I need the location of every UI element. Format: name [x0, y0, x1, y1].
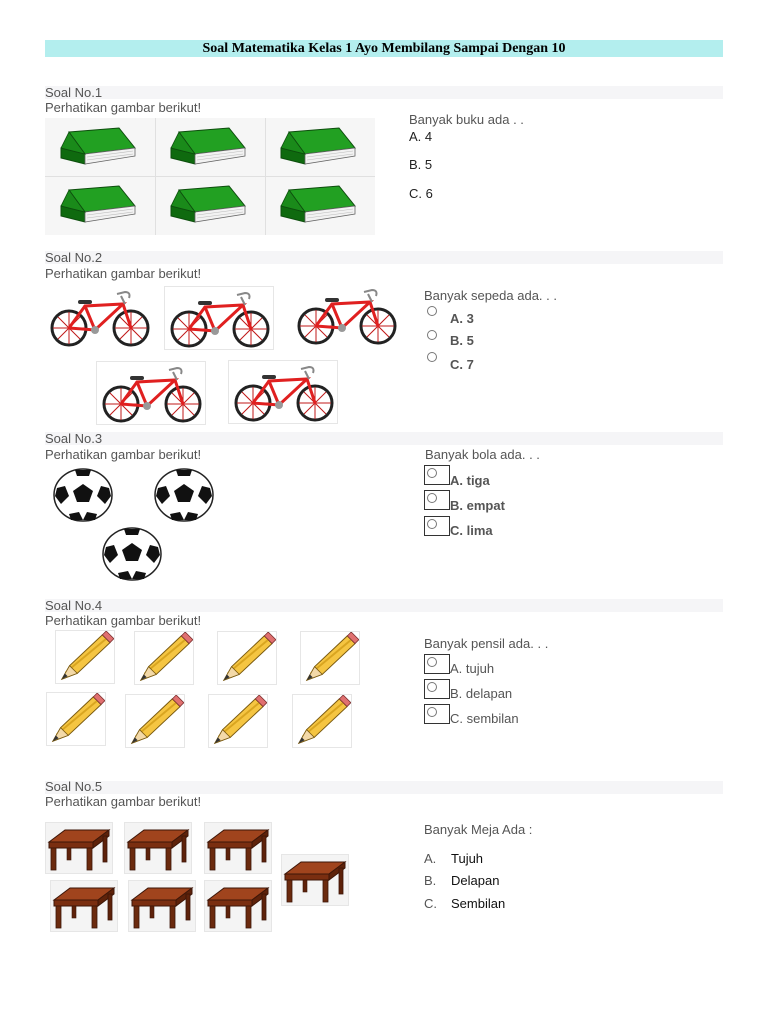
question-4-option-b[interactable]: B. delapan: [450, 686, 513, 701]
page-title: Soal Matematika Kelas 1 Ayo Membilang Sampai Dengan 10: [45, 40, 723, 57]
radio-icon[interactable]: [427, 657, 437, 667]
question-5-option-c-letter: C.: [424, 896, 437, 911]
question-4-option-c[interactable]: C. sembilan: [450, 711, 519, 726]
soccer-ball-icon: [102, 527, 162, 581]
pencil-icon: [218, 632, 276, 684]
table-icon: [130, 882, 194, 930]
radio-icon[interactable]: [427, 306, 437, 316]
question-2-option-a[interactable]: A. 3: [450, 311, 474, 326]
question-1-label: Soal No.1: [45, 85, 103, 100]
table-icon: [206, 824, 270, 872]
book-icon: [279, 124, 359, 168]
question-1-instruction: Perhatikan gambar berikut!: [45, 100, 202, 115]
question-header-bar: [45, 599, 723, 612]
table-icon: [206, 882, 270, 930]
radio-box[interactable]: [424, 679, 450, 699]
book-icon: [59, 182, 139, 226]
question-2-option-b[interactable]: B. 5: [450, 333, 474, 348]
book-icon: [169, 124, 249, 168]
question-4-text: Banyak pensil ada. . .: [424, 636, 549, 651]
bicycle-icon: [292, 284, 402, 346]
radio-icon[interactable]: [427, 330, 437, 340]
radio-icon[interactable]: [427, 468, 437, 478]
question-header-bar: [45, 432, 723, 445]
question-3-text: Banyak bola ada. . .: [425, 447, 540, 462]
question-5-label: Soal No.5: [45, 779, 103, 794]
bicycle-icon: [97, 362, 207, 424]
question-5-option-b-letter: B.: [424, 873, 437, 888]
question-3-option-c[interactable]: C. lima: [450, 523, 493, 538]
pencil-icon: [47, 693, 105, 745]
question-4-option-a[interactable]: A. tujuh: [450, 661, 495, 676]
pencil-icon: [293, 695, 351, 747]
radio-icon[interactable]: [427, 352, 437, 362]
question-2-label: Soal No.2: [45, 250, 103, 265]
table-icon: [52, 882, 116, 930]
question-1-option-b[interactable]: B. 5: [409, 157, 433, 172]
question-1-text: Banyak buku ada . .: [409, 112, 524, 127]
question-5-option-c[interactable]: Sembilan: [451, 896, 506, 911]
pencil-icon: [209, 695, 267, 747]
question-5-option-a[interactable]: Tujuh: [451, 851, 484, 866]
radio-box[interactable]: [424, 704, 450, 724]
question-header-bar: [45, 251, 723, 264]
book-icon: [59, 124, 139, 168]
bicycle-icon: [45, 286, 155, 348]
table-icon: [126, 824, 190, 872]
radio-box[interactable]: [424, 654, 450, 674]
soccer-ball-icon: [53, 468, 113, 522]
radio-icon[interactable]: [427, 707, 437, 717]
book-grid: [45, 118, 375, 235]
pencil-icon: [126, 695, 184, 747]
question-2-text: Banyak sepeda ada. . .: [424, 288, 557, 303]
soccer-ball-icon: [154, 468, 214, 522]
pencil-icon: [135, 632, 193, 684]
question-3-option-b[interactable]: B. empat: [450, 498, 505, 513]
pencil-icon: [56, 631, 114, 683]
question-5-option-b[interactable]: Delapan: [451, 873, 500, 888]
radio-icon[interactable]: [427, 493, 437, 503]
bicycle-icon: [165, 287, 275, 349]
radio-icon[interactable]: [427, 519, 437, 529]
question-5-instruction: Perhatikan gambar berikut!: [45, 794, 202, 809]
bicycle-icon: [229, 361, 339, 423]
table-icon: [47, 824, 111, 872]
question-4-instruction: Perhatikan gambar berikut!: [45, 613, 202, 628]
book-icon: [279, 182, 359, 226]
book-icon: [169, 182, 249, 226]
question-5-option-a-letter: A.: [424, 851, 437, 866]
question-2-instruction: Perhatikan gambar berikut!: [45, 266, 202, 281]
radio-icon[interactable]: [427, 682, 437, 692]
question-3-option-a[interactable]: A. tiga: [450, 473, 490, 488]
radio-box[interactable]: [424, 490, 450, 510]
question-1-option-a[interactable]: A. 4: [409, 129, 433, 144]
pencil-icon: [301, 632, 359, 684]
question-4-label: Soal No.4: [45, 598, 103, 613]
question-2-option-c[interactable]: C. 7: [450, 357, 474, 372]
question-3-label: Soal No.3: [45, 431, 103, 446]
table-icon: [283, 856, 347, 904]
question-5-text: Banyak Meja Ada :: [424, 822, 533, 837]
question-1-option-c[interactable]: C. 6: [409, 186, 433, 201]
question-header-bar: [45, 781, 723, 794]
radio-box[interactable]: [424, 516, 450, 536]
question-header-bar: [45, 86, 723, 99]
radio-box[interactable]: [424, 465, 450, 485]
question-3-instruction: Perhatikan gambar berikut!: [45, 447, 202, 462]
